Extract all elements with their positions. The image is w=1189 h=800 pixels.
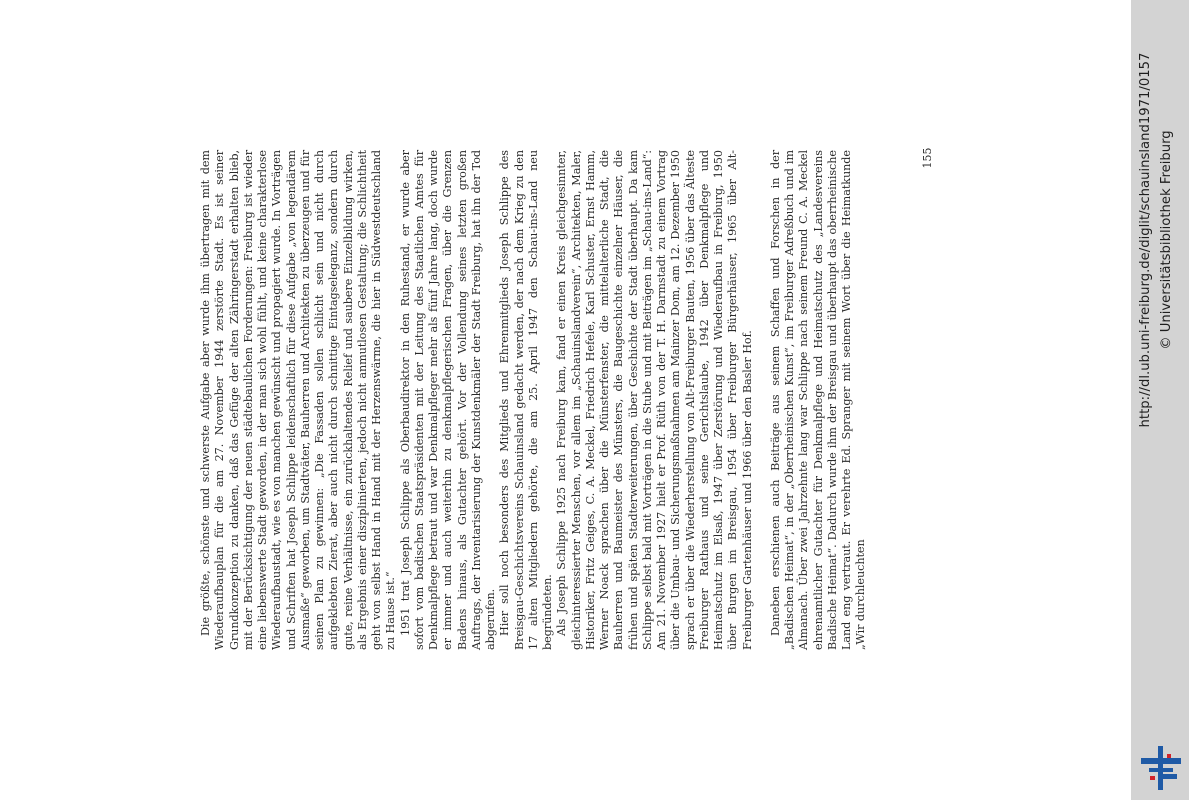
- paragraph: Hier soll noch besonders des Mitglieds und Ehrenmitglieds Joseph Schlippe des Breisgau-Geschichtsvereins Schauinsland gedacht werden, der nach dem Krieg zu den 17 alten Mitgliedern gehörte, die am 25. April 1947 den Schau-ins-Land neu begründeten.: [498, 150, 554, 650]
- sidebar-caption: [1135, 0, 1185, 500]
- body-text: [199, 150, 868, 650]
- ub-freiburg-logo-icon: [1141, 746, 1181, 790]
- source-url-link[interactable]: http://dl.ub.uni-freiburg.de/diglit/schauinsland1971/0157: [1138, 52, 1153, 428]
- page-number: 155: [921, 147, 934, 169]
- paragraph: Als Joseph Schlippe 1925 nach Freiburg kam, fand er einen Kreis gleichgesinnter, gleichinteressierter Menschen, vor allem im „Schauinslandverein“, Architekten, Maler, Historiker, Fritz Geiges, C. A. Meckel, Friedrich Hefele, Karl Schuster, Ernst Hamm, Werner Noack sprachen über die Münsterfenster, die mittelalterliche Stadt, die Bauherren und Baumeister des Münsters, die Baugeschichte einzelner Häuser, die frühen und späten Stadterweiterungen, über Geschichte der Stadt überhaupt. Da kam Schlippe selbst bald mit Vorträgen in die Stube und mit Beiträgen im „Schau-ins-Land“: Am 21. November 1927 hielt er Prof. Rüth von der T. H. Darmstadt zu einem Vortrag über die Umbau- und Sicherungsmaßnahmen am Mainzer Dom, am 12. Dezember 1950 sprach er über die Wiederherstellung von Alt-Freiburger Bauten, 1956 über das Älteste Freiburger Rathaus und seine Gerichtslaube, 1942 über Denkmalpflege und Heimatschutz im Elsaß, 1947 über Zerstörung und Wiederaufbau in Freiburg, 1950 über Burgen im Breisgau, 1954 über Freiburger Bürgerhäuser, 1965 über Alt-Freiburger Gartenhäuser und 1966 über den Basler Hof.: [555, 150, 754, 650]
- paragraph: Daneben erschienen auch Beiträge aus seinem Schaffen und Forschen in der „Badischen Heimat“, in der „Oberrheinischen Kunst“, im Freiburger Adreßbuch und im Almanach. Über zwei Jahrzehnte lang war Schlippe nach seinem Freund C. A. Meckel ehrenamtlicher Gutachter für Denkmalpflege und Heimatschutz des „Landesvereins Badische Heimat“. Dadurch wurde ihm der Breisgau und überhaupt das oberrheinische Land eng vertraut. Er verehrte Ed. Spranger mit seinem Wort über die Heimatkunde „Wir durchleuchten: [768, 150, 868, 650]
- copyright-text: © Universitätsbibliothek Freiburg: [1159, 130, 1174, 350]
- paragraph: 1951 trat Joseph Schlippe als Oberbaudirektor in den Ruhestand, er wurde aber sofort vom badischen Staatspräsidenten mit der Leitung des Staatlichen Amtes für Denkmalpflege betraut und war Denkmalpfleger mehr als fünf Jahre lang, doch wurde er immer und auch weiterhin zu denkmalpflegerischen Fragen, über die Grenzen Badens hinaus, als Gutachter gehört. Vor der Vollendung seines letzten großen Auftrags, der Inventarisierung der Kunstdenkmäler der Stadt Freiburg, hat ihn der Tod abgerufen.: [398, 150, 497, 650]
- paragraph: Die größte, schönste und schwerste Aufgabe aber wurde ihm übertragen mit dem Wiederaufbauplan für die am 27. November 1944 zerstörte Stadt. Es ist seiner Grundkonzeption zu danken, daß das Gefüge der alten Zähringerstadt erhalten blieb, mit der Berücksichtigung der neuen städtebaulichen Forderungen: Freiburg ist wieder eine liebenswerte Stadt geworden, in der man sich wohl fühlt, und keine charakterlose Wiederaufbaustadt, wie es von manchen gewünscht und propagiert wurde. In Vorträgen und Schriften hat Joseph Schlippe leidenschaftlich für diese Aufgabe „von legendärem Ausmaße“ geworben, um Stadtväter, Bauherren und Architekten zu überzeugen und für seinen Plan zu gewinnen: „Die Fassaden sollen schlicht sein und nicht durch aufgeklebten Zierat, aber auch nicht durch schnittige Eintagseleganz, sondern durch gute, reine Verhältnisse, ein zurückhaltendes Relief und saubere Einzelbildung wirken, als Ergebnis einer disziplinierten, jedoch nicht anmutlosen Gestaltung; die Schlichtheit geht von selbst Hand in Hand mit der Herzenswärme, die hier in Südwestdeutschland zu Hause ist.“: [199, 150, 398, 650]
- viewer-sidebar: [1131, 0, 1189, 800]
